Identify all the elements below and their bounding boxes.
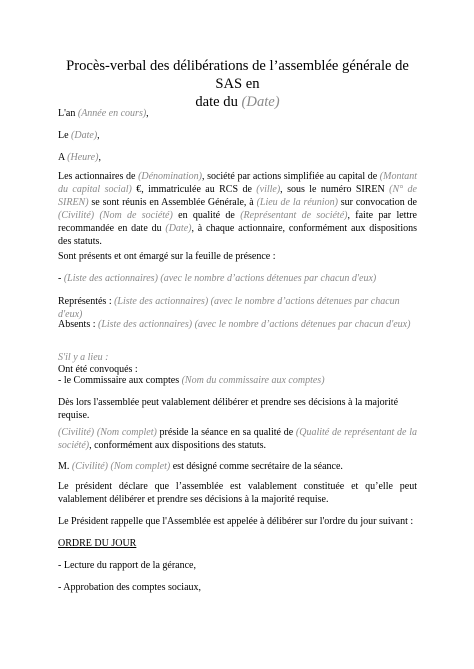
city-placeholder: (ville) [256,184,281,195]
president-text-1: préside la séance en sa qualité de [156,427,296,438]
document-title [58,0,417,111]
shareholders-text-8: en qualité de [172,210,241,221]
represented-placeholder: (Liste des actionnaires) (avec le nombre d’actions détenues par chacun d'eux) [58,296,400,320]
presence-intro: Sont présents et ont émargé sur la feuille de présence : [58,251,276,262]
shareholders-text-9: , faite par lettre recommandée en date du [58,210,417,234]
shareholders-text-3: €, immatriculée au RCS de [131,184,257,195]
agenda-reminder: Le Président rappelle que l'Assemblée est appelée à délibérer sur l'ordre du jour suivant : [58,516,414,527]
representative-placeholder: (Représentant de société) [240,210,348,221]
secretary-paragraph [58,460,417,473]
year-placeholder: (Année en cours) [77,108,147,119]
present-dash: - [58,273,64,284]
siren-placeholder: (N° de SIREN) [58,184,417,208]
title-line-1: Procès-verbal des délibérations de l’assemblée générale de SAS en [66,58,409,92]
year-label: L'an [58,108,78,119]
represented-label: Représentés : [58,296,115,307]
president-civility-placeholder: (Civilité) [58,427,95,438]
shareholders-text-1: Les actionnaires de [58,171,139,182]
shareholders-text-10: , à chaque actionnaire, conformément aux dispositions des statuts. [58,223,417,247]
shareholders-paragraph [58,170,417,248]
shareholders-text-4: , sous le numéro SIREN [280,184,390,195]
civility-placeholder: (Civilité) [58,210,95,221]
absent-label: Absents : [58,319,98,330]
if-any-note: S'il y a lieu : [58,352,109,363]
company-name-placeholder: (Nom de société) [99,210,173,221]
present-placeholder: (Liste des actionnaires) (avec le nombre d’actions détenues par chacun d'eux) [63,273,377,284]
agenda-heading: ORDRE DU JOUR [58,538,137,549]
secretary-civility-placeholder: (Civilité) [71,461,109,472]
absent-placeholder: (Liste des actionnaires) (avec le nombre d’actions détenues par chacun d'eux) [98,319,411,330]
secretary-prefix: M. [58,461,72,472]
date-placeholder: (Date) [71,130,98,141]
convoked-line: Ont été convoqués : [58,364,138,375]
date-label: Le [58,130,72,141]
absent-line [58,318,417,331]
date-line: Le (Date), [58,130,100,141]
president-quality-placeholder: (Qualité de représentant de la société) [58,427,418,451]
denomination-placeholder: (Dénomination) [138,171,202,182]
president-text-2: , conformément aux dispositions des statuts. [89,440,267,451]
shareholders-text-6: sur convocation de [337,197,417,208]
time-placeholder: (Heure) [67,152,99,163]
year-line: L'an (Année en cours), [58,108,149,119]
president-paragraph [58,426,417,452]
auditor-line [58,374,417,387]
shareholders-text-2: , société par actions simplifiée au capital de [201,171,380,182]
present-line [58,272,417,285]
capital-placeholder: (Montant du capital social) [58,171,418,195]
secretary-name-placeholder: (Nom complet) [110,461,171,472]
place-placeholder: (Lieu de la réunion) [256,197,338,208]
president-name-placeholder: (Nom complet) [96,427,157,438]
auditor-placeholder: (Nom du commissaire aux comptes) [181,375,325,386]
time-label: A [58,152,68,163]
agenda-item: - Lecture du rapport de la gérance, [58,560,196,571]
title-date-placeholder: (Date) [241,94,280,110]
time-line: A (Heure), [58,152,101,163]
declaration-paragraph: Le président déclare que l’assemblée est valablement constituée et qu’elle peut valablement délibérer et prendre ses décisions à la majorité requise. [58,481,417,505]
letter-date-placeholder: (Date) [165,223,192,234]
agenda-item: - Approbation des comptes sociaux, [58,582,202,593]
title-line-2-prefix: date du [195,94,242,110]
auditor-prefix: - le Commissaire aux comptes [58,375,182,386]
secretary-text: est désigné comme secrétaire de la séance. [170,461,343,472]
shareholders-text-5: se sont réunis en Assemblée Générale, à [88,197,257,208]
deliberation-paragraph: Dès lors l'assemblée peut valablement délibérer et prendre ses décisions à la majorité requise. [58,397,399,421]
